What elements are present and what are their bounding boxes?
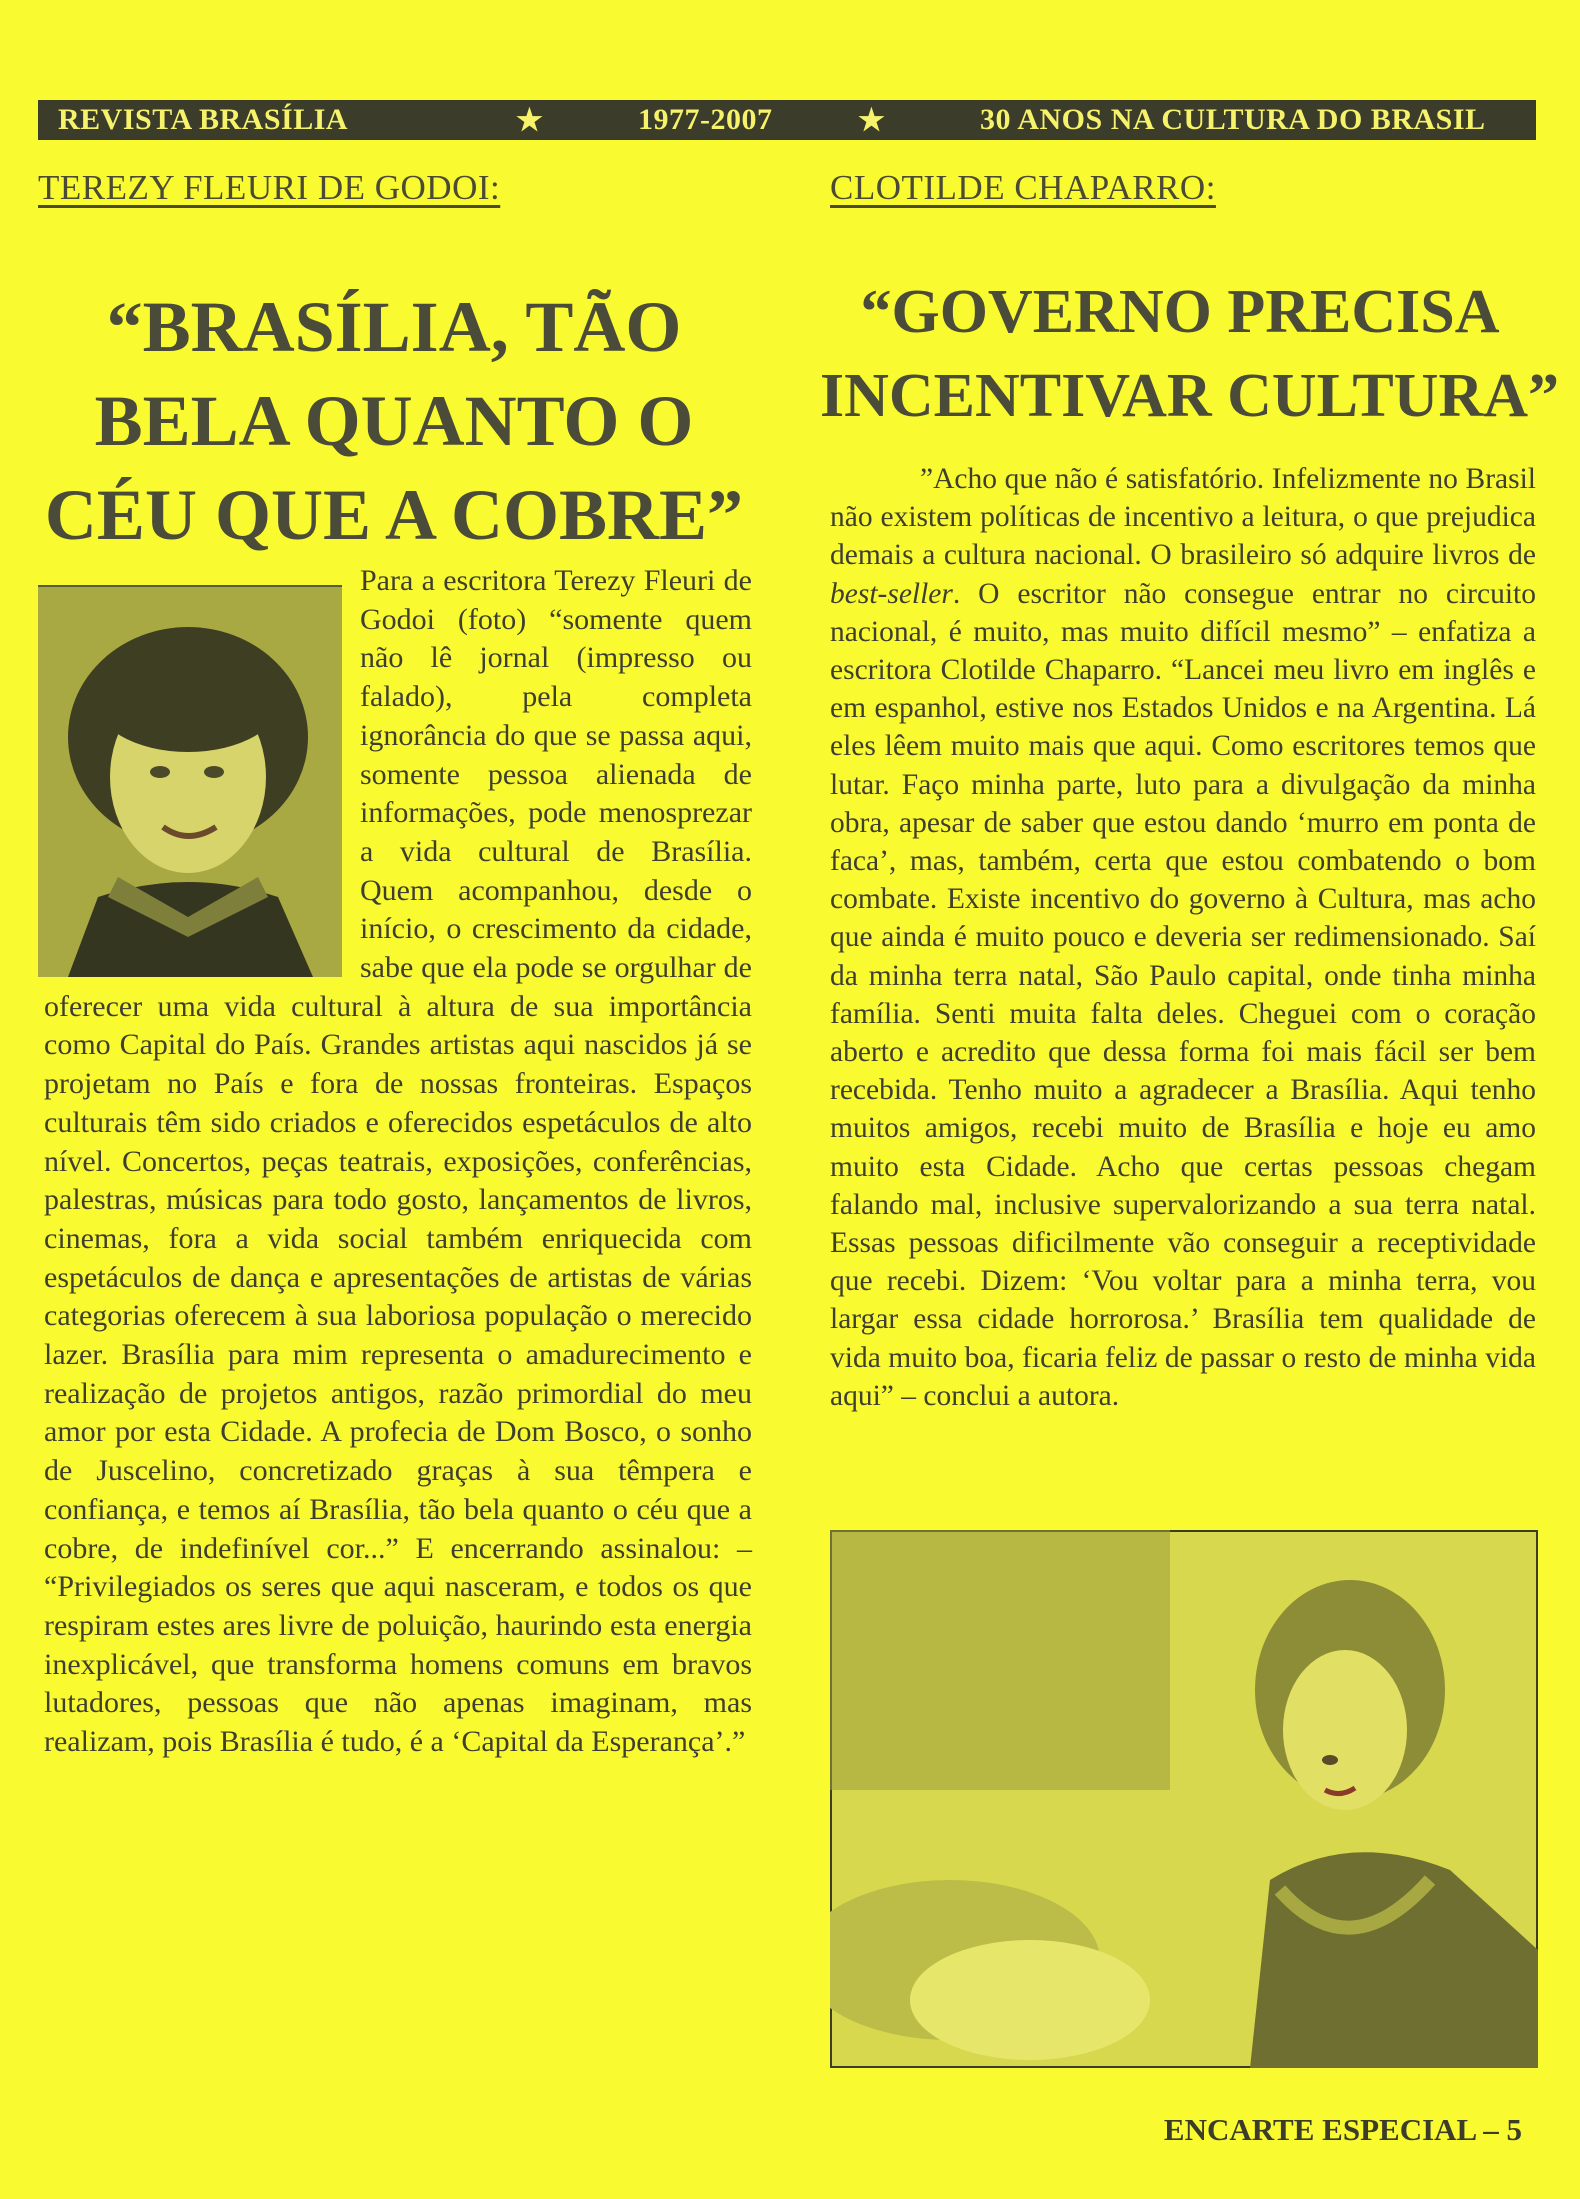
portrait-photo-clotilde [830,1530,1538,2068]
page-footer: ENCARTE ESPECIAL – 5 [1163,2112,1522,2147]
left-body-text: Para a escritora Terezy Fleuri de Godoi (foto) “somente quem não lê jornal (impresso ou falado), pela completa ignorância do que se passa aqui, somente pessoa alienada de informações, pode menosprezar a vida cultural de Brasília. Quem acompanhou, desde o início, o crescimento da cidade, sabe que ela pode se orgulhar de oferecer uma vida cultural à altura de sua importância como Capital do País. Grandes artistas aqui nascidos já se projetam no País e fora de nossas fronteiras. Espaços culturais têm sido criados e oferecidos espetáculos de alto nível. Concertos, peças teatrais, exposições, conferências, palestras, músicas para todo gosto, lançamentos de livros, cinemas, fora a vida social também enriquecida com espetáculos de dança e apresentações de artistas de várias categorias oferecem à sua laboriosa população o merecido lazer. Brasília para mim representa o amadurecimento e realização de projetos antigos, razão primordial do meu amor por esta Cidade. A profecia de Dom Bosco, o sonho de Juscelino, concretizado graças à sua têmpera e confiança, e temos aí Brasília, tão bela quanto o céu que a cobre, de indefinível cor...” E encerrando assinalou: – “Privilegiados os seres que aqui nasceram, e todos os que respiram estes ares livre de poluição, haurindo esta energia inexplicável, que transforma homens comuns em bravos lutadores, pessoas que não apenas imaginam, mas realizam, pois Brasília é tudo, é a ‘Capital da Esperança’.” [44,564,752,1759]
right-headline [820,270,1560,438]
left-article-body [44,562,752,1762]
banner-tagline: 30 ANOS NA CULTURA DO BRASIL [980,103,1486,136]
star-icon: ★ [858,103,886,137]
right-body-text-a: ”Acho que não é satisfatório. Infelizmente no Brasil não existem políticas de incentivo a leitura, o que prejudica demais a cultura nacional. O brasileiro só adquire livros de [830,463,1536,572]
banner-magazine-name: REVISTA BRASÍLIA [58,103,349,136]
headline-line: INCENTIVAR CULTURA” [820,362,1560,430]
right-article-body [830,460,1536,1415]
left-headline [38,280,750,562]
left-author-heading: TEREZY FLEURI DE GODOI: [38,168,501,207]
banner-years: 1977-2007 [638,103,773,136]
headline-line: “GOVERNO PRECISA [860,278,1500,346]
right-author-heading: CLOTILDE CHAPARRO: [830,168,1216,207]
star-icon: ★ [516,103,544,137]
header-banner [38,100,1536,140]
headline-line: CÉU QUE A COBRE” [44,475,744,555]
right-body-italic: best-seller [830,577,953,610]
right-body-text-b: . O escritor não consegue entrar no circuito nacional, é muito, mas muito difícil mesmo” – enfatiza a escritora Clotilde Chaparro. “Lancei meu livro em inglês e em espanhol, estive nos Estados Unidos e na Argentina. Lá eles lêem muito mais que aqui. Como escritores temos que lutar. Faço minha parte, luto para a divulgação da minha obra, apesar de saber que estou dando ‘murro em ponta de faca’, mas, também, certa que estou combatendo o bom combate. Existe incentivo do governo à Cultura, mas acho que ainda é muito pouco e deveria ser redimensionado. Saí da minha terra natal, São Paulo capital, onde tinha minha família. Senti muita falta deles. Cheguei com o coração aberto e acredito que dessa forma foi mais fácil ser bem recebida. Tenho muito a agradecer a Brasília. Aqui tenho muitos amigos, recebi muito de Brasília e hoje eu amo muito esta Cidade. Acho que certas pessoas chegam falando mal, inclusive supervalorizando a sua terra natal. Essas pessoas dificilmente vão conseguir a receptividade que recebi. Dizem: ‘Vou voltar para a minha terra, vou largar essa cidade horrorosa.’ Brasília tem qualidade de vida muito boa, ficaria feliz de passar o resto de minha vida aqui” – conclui a autora. [830,577,1536,1412]
headline-line: BELA QUANTO O [94,381,694,461]
headline-line: “BRASÍLIA, TÃO [106,287,682,367]
